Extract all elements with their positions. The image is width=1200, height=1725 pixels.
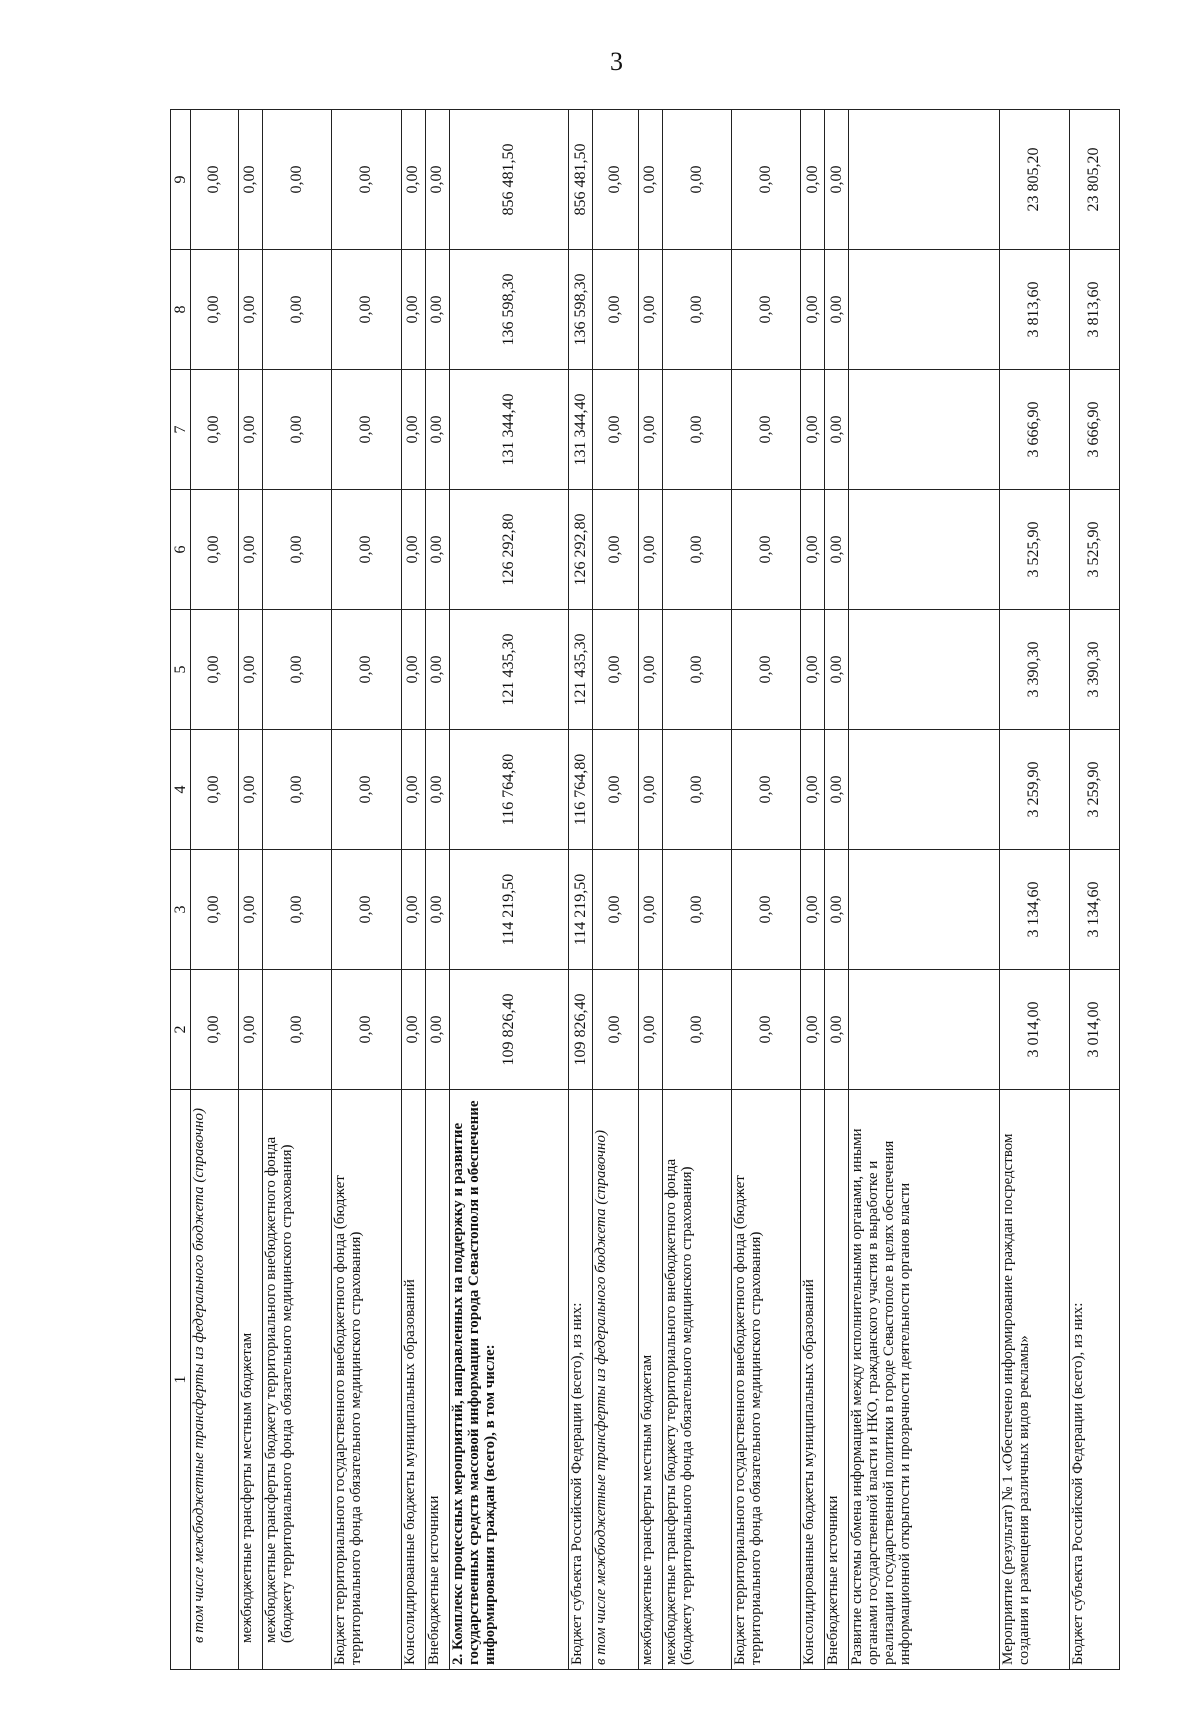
value-cell-col-2: 0,00 — [191, 970, 239, 1090]
row-label: Бюджет территориального государственного внебюджетного фонда (бюджет территориального фонда обязательного медицинского страхования) — [732, 1090, 801, 1670]
table-row — [849, 110, 1000, 1670]
value-cell-col-3: 0,00 — [262, 850, 331, 970]
value-cell-col-6: 0,00 — [401, 490, 425, 610]
value-cell-col-2 — [849, 970, 1000, 1090]
value-cell-col-6: 0,00 — [332, 490, 401, 610]
value-cell-col-8: 136 598,30 — [569, 250, 593, 370]
table-row — [1069, 110, 1119, 1670]
value-cell-col-8: 0,00 — [332, 250, 401, 370]
value-cell-col-4: 0,00 — [825, 730, 849, 850]
table-body — [191, 110, 1120, 1670]
value-cell-col-3: 0,00 — [662, 850, 731, 970]
value-cell-col-7: 0,00 — [732, 370, 801, 490]
value-cell-col-4: 0,00 — [638, 730, 662, 850]
table-row — [1000, 110, 1069, 1670]
table-row — [449, 110, 569, 1670]
value-cell-col-9: 0,00 — [593, 110, 638, 250]
value-cell-col-5: 0,00 — [332, 610, 401, 730]
value-cell-col-6: 0,00 — [593, 490, 638, 610]
value-cell-col-4: 116 764,80 — [449, 730, 569, 850]
row-label: Мероприятие (результат) № 1 «Обеспечено информирование граждан посредством создания и размещения различных видов рекламы» — [1000, 1090, 1069, 1670]
value-cell-col-9: 0,00 — [401, 110, 425, 250]
value-cell-col-3: 0,00 — [425, 850, 449, 970]
value-cell-col-4: 0,00 — [262, 730, 331, 850]
value-cell-col-8: 0,00 — [262, 250, 331, 370]
row-label: Бюджет субъекта Российской Федерации (всего), из них: — [1069, 1090, 1119, 1670]
value-cell-col-5: 0,00 — [191, 610, 239, 730]
column-header-7: 7 — [171, 370, 191, 490]
table-row — [662, 110, 731, 1670]
table-row — [732, 110, 801, 1670]
value-cell-col-8: 136 598,30 — [449, 250, 569, 370]
value-cell-col-8: 0,00 — [593, 250, 638, 370]
value-cell-col-5: 121 435,30 — [449, 610, 569, 730]
value-cell-col-3: 114 219,50 — [569, 850, 593, 970]
table-row — [569, 110, 593, 1670]
value-cell-col-9 — [849, 110, 1000, 250]
value-cell-col-9: 0,00 — [238, 110, 262, 250]
value-cell-col-4 — [849, 730, 1000, 850]
column-header-5: 5 — [171, 610, 191, 730]
rotated-table-inner — [170, 110, 1120, 1670]
value-cell-col-9: 856 481,50 — [449, 110, 569, 250]
value-cell-col-6: 0,00 — [662, 490, 731, 610]
value-cell-col-9: 23 805,20 — [1000, 110, 1069, 250]
value-cell-col-2: 0,00 — [662, 970, 731, 1090]
column-header-2: 2 — [171, 970, 191, 1090]
value-cell-col-2: 0,00 — [732, 970, 801, 1090]
value-cell-col-9: 0,00 — [262, 110, 331, 250]
value-cell-col-5: 121 435,30 — [569, 610, 593, 730]
value-cell-col-5: 0,00 — [662, 610, 731, 730]
value-cell-col-5: 0,00 — [638, 610, 662, 730]
table-row — [825, 110, 849, 1670]
value-cell-col-5: 0,00 — [262, 610, 331, 730]
value-cell-col-8: 0,00 — [191, 250, 239, 370]
value-cell-col-9: 0,00 — [825, 110, 849, 250]
value-cell-col-5: 3 390,30 — [1069, 610, 1119, 730]
rotated-table-container — [170, 110, 1120, 1670]
row-label: Внебюджетные источники — [425, 1090, 449, 1670]
value-cell-col-8: 3 813,60 — [1000, 250, 1069, 370]
value-cell-col-8: 0,00 — [662, 250, 731, 370]
table-row — [425, 110, 449, 1670]
value-cell-col-2: 0,00 — [238, 970, 262, 1090]
value-cell-col-5: 0,00 — [401, 610, 425, 730]
row-label: межбюджетные трансферты местным бюджетам — [238, 1090, 262, 1670]
value-cell-col-8: 3 813,60 — [1069, 250, 1119, 370]
value-cell-col-4: 3 259,90 — [1069, 730, 1119, 850]
column-header-3: 3 — [171, 850, 191, 970]
value-cell-col-7: 0,00 — [191, 370, 239, 490]
value-cell-col-6: 126 292,80 — [569, 490, 593, 610]
value-cell-col-3: 0,00 — [638, 850, 662, 970]
row-label: Консолидированные бюджеты муниципальных образований — [401, 1090, 425, 1670]
value-cell-col-7: 3 666,90 — [1000, 370, 1069, 490]
value-cell-col-8: 0,00 — [425, 250, 449, 370]
value-cell-col-6 — [849, 490, 1000, 610]
row-label: межбюджетные трансферты бюджету территориального внебюджетного фонда (бюджету территориального фонда обязательного медицинского страхования) — [262, 1090, 331, 1670]
value-cell-col-5: 0,00 — [732, 610, 801, 730]
value-cell-col-2: 0,00 — [332, 970, 401, 1090]
value-cell-col-5: 3 390,30 — [1000, 610, 1069, 730]
value-cell-col-7 — [849, 370, 1000, 490]
value-cell-col-2: 0,00 — [401, 970, 425, 1090]
column-header-6: 6 — [171, 490, 191, 610]
row-label: Бюджет территориального государственного внебюджетного фонда (бюджет территориального фонда обязательного медицинского страхования) — [332, 1090, 401, 1670]
value-cell-col-2: 0,00 — [801, 970, 825, 1090]
value-cell-col-7: 131 344,40 — [449, 370, 569, 490]
value-cell-col-6: 0,00 — [638, 490, 662, 610]
value-cell-col-2: 3 014,00 — [1000, 970, 1069, 1090]
value-cell-col-4: 0,00 — [332, 730, 401, 850]
value-cell-col-9: 0,00 — [425, 110, 449, 250]
value-cell-col-5: 0,00 — [425, 610, 449, 730]
value-cell-col-9: 23 805,20 — [1069, 110, 1119, 250]
value-cell-col-2: 3 014,00 — [1069, 970, 1119, 1090]
value-cell-col-7: 0,00 — [801, 370, 825, 490]
value-cell-col-6: 0,00 — [732, 490, 801, 610]
table-row — [593, 110, 638, 1670]
value-cell-col-6: 0,00 — [801, 490, 825, 610]
row-label: 2. Комплекс процессных мероприятий, направленных на поддержку и развитие государственных средств массовой информации города Севастополя и обеспечение информирования граждан (всего), в том числе: — [449, 1090, 569, 1670]
value-cell-col-4: 0,00 — [191, 730, 239, 850]
value-cell-col-7: 131 344,40 — [569, 370, 593, 490]
value-cell-col-7: 0,00 — [425, 370, 449, 490]
table-row — [801, 110, 825, 1670]
value-cell-col-7: 0,00 — [262, 370, 331, 490]
row-label: межбюджетные трансферты местным бюджетам — [638, 1090, 662, 1670]
value-cell-col-7: 0,00 — [401, 370, 425, 490]
page-number: 3 — [610, 47, 623, 76]
table-header-row — [171, 110, 191, 1670]
row-label: Бюджет субъекта Российской Федерации (всего), из них: — [569, 1090, 593, 1670]
column-header-4: 4 — [171, 730, 191, 850]
value-cell-col-3: 3 134,60 — [1000, 850, 1069, 970]
value-cell-col-3: 0,00 — [401, 850, 425, 970]
value-cell-col-4: 0,00 — [732, 730, 801, 850]
value-cell-col-6: 126 292,80 — [449, 490, 569, 610]
value-cell-col-6: 0,00 — [825, 490, 849, 610]
table-row — [262, 110, 331, 1670]
value-cell-col-7: 0,00 — [662, 370, 731, 490]
value-cell-col-9: 0,00 — [332, 110, 401, 250]
value-cell-col-6: 3 525,90 — [1069, 490, 1119, 610]
row-label: межбюджетные трансферты бюджету территориального внебюджетного фонда (бюджету территориального фонда обязательного медицинского страхования) — [662, 1090, 731, 1670]
value-cell-col-4: 0,00 — [593, 730, 638, 850]
value-cell-col-5: 0,00 — [238, 610, 262, 730]
value-cell-col-4: 0,00 — [425, 730, 449, 850]
value-cell-col-8 — [849, 250, 1000, 370]
row-label: Внебюджетные источники — [825, 1090, 849, 1670]
budget-table — [170, 109, 1120, 1670]
value-cell-col-6: 0,00 — [425, 490, 449, 610]
value-cell-col-7: 0,00 — [332, 370, 401, 490]
value-cell-col-3: 0,00 — [801, 850, 825, 970]
value-cell-col-8: 0,00 — [401, 250, 425, 370]
value-cell-col-3: 0,00 — [825, 850, 849, 970]
value-cell-col-3: 3 134,60 — [1069, 850, 1119, 970]
value-cell-col-9: 0,00 — [191, 110, 239, 250]
value-cell-col-4: 116 764,80 — [569, 730, 593, 850]
value-cell-col-2: 0,00 — [825, 970, 849, 1090]
value-cell-col-2: 0,00 — [593, 970, 638, 1090]
value-cell-col-4: 0,00 — [401, 730, 425, 850]
value-cell-col-3: 0,00 — [238, 850, 262, 970]
value-cell-col-2: 0,00 — [425, 970, 449, 1090]
value-cell-col-4: 3 259,90 — [1000, 730, 1069, 850]
value-cell-col-9: 0,00 — [638, 110, 662, 250]
value-cell-col-3: 114 219,50 — [449, 850, 569, 970]
value-cell-col-4: 0,00 — [662, 730, 731, 850]
value-cell-col-9: 0,00 — [732, 110, 801, 250]
column-header-1: 1 — [171, 1090, 191, 1670]
value-cell-col-5 — [849, 610, 1000, 730]
table-row — [401, 110, 425, 1670]
row-label: в том числе межбюджетные трансферты из федерального бюджета (справочно) — [593, 1090, 638, 1670]
value-cell-col-6: 0,00 — [262, 490, 331, 610]
value-cell-col-7: 0,00 — [593, 370, 638, 490]
table-row — [191, 110, 239, 1670]
value-cell-col-2: 0,00 — [638, 970, 662, 1090]
row-label: в том числе межбюджетные трансферты из федерального бюджета (справочно) — [191, 1090, 239, 1670]
value-cell-col-5: 0,00 — [801, 610, 825, 730]
value-cell-col-2: 0,00 — [262, 970, 331, 1090]
column-header-9: 9 — [171, 110, 191, 250]
value-cell-col-2: 109 826,40 — [569, 970, 593, 1090]
value-cell-col-3: 0,00 — [732, 850, 801, 970]
value-cell-col-3: 0,00 — [593, 850, 638, 970]
value-cell-col-8: 0,00 — [801, 250, 825, 370]
table-row — [638, 110, 662, 1670]
value-cell-col-2: 109 826,40 — [449, 970, 569, 1090]
value-cell-col-7: 3 666,90 — [1069, 370, 1119, 490]
table-row — [238, 110, 262, 1670]
value-cell-col-7: 0,00 — [238, 370, 262, 490]
row-label: Развитие системы обмена информацией между исполнительными органами, иными органами государственной власти и НКО, гражданского участия в выработке и реализации государственной политики в городе Севастополе в целях обеспечения информационной открытости и прозрачности деятельности органов власти — [849, 1090, 1000, 1670]
row-label: Консолидированные бюджеты муниципальных образований — [801, 1090, 825, 1670]
value-cell-col-7: 0,00 — [638, 370, 662, 490]
value-cell-col-3 — [849, 850, 1000, 970]
value-cell-col-8: 0,00 — [825, 250, 849, 370]
value-cell-col-3: 0,00 — [191, 850, 239, 970]
value-cell-col-6: 0,00 — [191, 490, 239, 610]
value-cell-col-9: 0,00 — [662, 110, 731, 250]
value-cell-col-4: 0,00 — [801, 730, 825, 850]
table-row — [332, 110, 401, 1670]
value-cell-col-5: 0,00 — [825, 610, 849, 730]
value-cell-col-5: 0,00 — [593, 610, 638, 730]
value-cell-col-6: 0,00 — [238, 490, 262, 610]
value-cell-col-6: 3 525,90 — [1000, 490, 1069, 610]
value-cell-col-9: 856 481,50 — [569, 110, 593, 250]
value-cell-col-7: 0,00 — [825, 370, 849, 490]
value-cell-col-9: 0,00 — [801, 110, 825, 250]
value-cell-col-8: 0,00 — [238, 250, 262, 370]
value-cell-col-8: 0,00 — [732, 250, 801, 370]
column-header-8: 8 — [171, 250, 191, 370]
value-cell-col-8: 0,00 — [638, 250, 662, 370]
value-cell-col-3: 0,00 — [332, 850, 401, 970]
value-cell-col-4: 0,00 — [238, 730, 262, 850]
